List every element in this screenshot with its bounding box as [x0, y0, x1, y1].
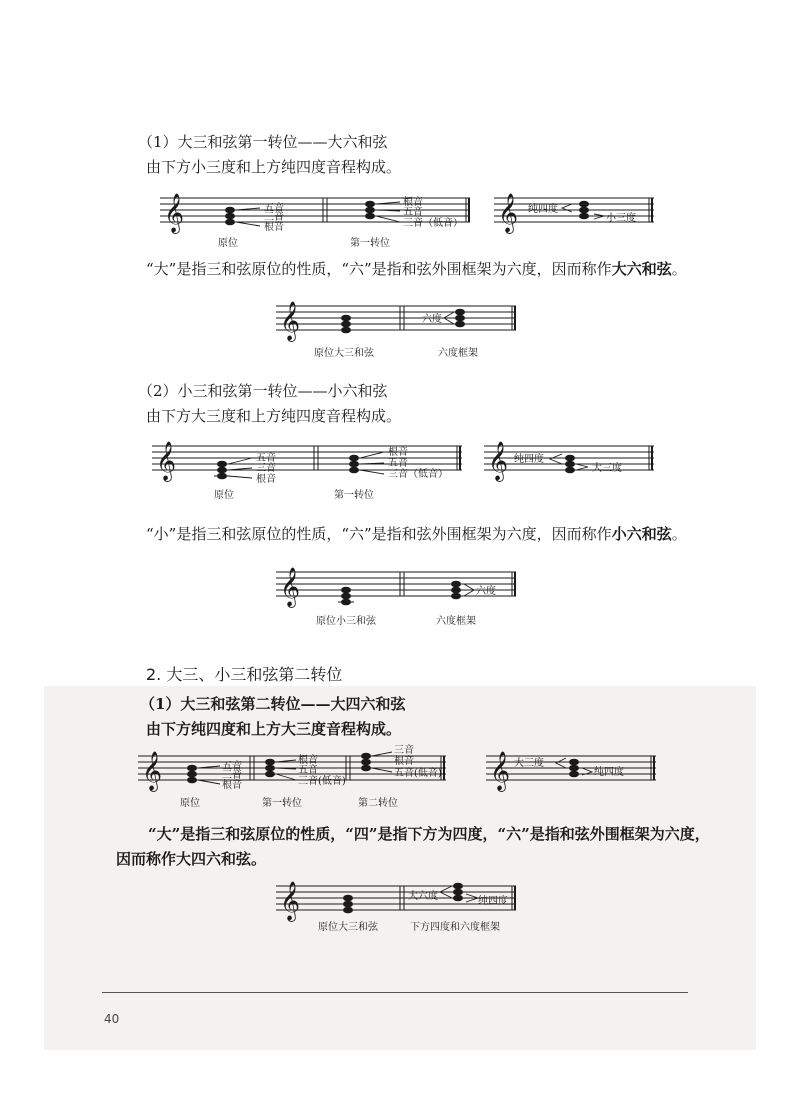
label-fifth-mid: 五音: [388, 458, 408, 469]
para-end: 。: [671, 260, 687, 278]
chord-first-inversion: [365, 201, 375, 220]
label-third-bass: 三音（低音）: [403, 218, 463, 229]
para-term: 大六和弦: [611, 260, 672, 278]
chapter-title: 2. 大三、小三和弦第二转位: [146, 665, 343, 684]
caption-root-position: 原位: [180, 798, 200, 809]
staff-example-second-inversion: [138, 744, 468, 814]
interval-label-top: 大六度: [408, 891, 438, 902]
treble-clef-icon: 𝄞: [490, 751, 511, 791]
staff-sixth-frame-2: [276, 560, 526, 632]
label-root-top: 根音: [403, 197, 423, 208]
chord-first-inversion: [349, 455, 359, 474]
treble-clef-icon: 𝄞: [142, 751, 163, 791]
interval-label-top: 纯四度: [528, 204, 558, 215]
label-fifth-bass: 五音(低音): [394, 768, 442, 779]
caption-root-position: 原位: [218, 238, 238, 249]
label-third-bass: 三音(低音): [298, 776, 346, 787]
staff-interval-structure-1: [494, 186, 664, 236]
label-third: 三音: [264, 212, 284, 223]
label-root-top: 根音: [388, 447, 408, 458]
treble-clef-icon: 𝄞: [280, 301, 301, 341]
caption-left: 原位大三和弦: [314, 348, 374, 359]
section1-paragraph: [146, 258, 687, 279]
caption-left: 原位大三和弦: [318, 922, 378, 933]
para-text: “大”是指三和弦原位的性质，“六”是指和弦外围框架为六度，因而称作: [146, 260, 612, 278]
arrows-inversion: [376, 202, 400, 222]
treble-clef-icon: 𝄞: [498, 193, 519, 233]
caption-right: 下方四度和六度框架: [410, 922, 500, 933]
treble-clef-icon: 𝄞: [164, 193, 185, 233]
footer-divider: [102, 992, 688, 993]
label-fifth: 五音: [256, 453, 276, 464]
staff-interval-structure-3: [486, 744, 666, 794]
interval-sixth: 六度: [476, 586, 496, 597]
treble-clef-icon: 𝄞: [280, 567, 301, 607]
section1-heading: （1）大三和弦第一转位——大六和弦: [138, 133, 388, 151]
interval-sixth: 六度: [422, 314, 442, 325]
staff-interval-structure-2: [484, 434, 664, 488]
label-third: 三音: [256, 463, 276, 474]
interval-label-top: 纯四度: [514, 454, 544, 465]
label-fifth-mid: 五音: [403, 207, 423, 218]
label-fifth: 五音: [264, 203, 284, 214]
treble-clef-icon: 𝄞: [488, 441, 509, 481]
treble-clef-icon: 𝄞: [156, 441, 177, 481]
staff-example-major-inversion: [160, 186, 480, 256]
label-root-top: 根音: [298, 755, 318, 766]
label-fifth-mid: 五音: [298, 765, 318, 776]
section2-heading: （2）小三和弦第一转位——小六和弦: [138, 382, 388, 400]
caption-right: 六度框架: [438, 348, 478, 359]
treble-clef-icon: 𝄞: [280, 881, 301, 921]
chord-root-position: [225, 207, 235, 226]
para-end: 。: [671, 525, 687, 543]
label-fifth: 五音: [222, 761, 242, 772]
para-term: 大四六和弦: [176, 850, 252, 868]
section1-description: 由下方小三度和上方纯四度音程构成。: [146, 158, 402, 176]
section2-paragraph: [146, 523, 687, 544]
caption-second-inversion: 第二转位: [358, 798, 398, 809]
para-term: 小六和弦: [611, 525, 672, 543]
label-third-top: 三音: [394, 745, 414, 756]
caption-first-inversion: 第一转位: [262, 798, 302, 809]
caption-root-position: 原位: [214, 490, 234, 501]
label-root: 根音: [256, 474, 276, 485]
caption-first-inversion: 第一转位: [350, 238, 390, 249]
para-text: 因而称作: [116, 850, 177, 868]
label-root-mid: 根音: [394, 756, 414, 767]
section3-paragraph-line1: “大”是指三和弦原位的性质，“四”是指下方为四度，“六”是指和弦外围框架为六度，: [148, 825, 710, 843]
label-third-bass: 三音（低音）: [388, 469, 448, 480]
section3-description: 由下方纯四度和上方大三度音程构成。: [146, 720, 402, 738]
page-number: 40: [104, 1012, 120, 1026]
label-root: 根音: [264, 222, 284, 233]
section2-description: 由下方大三度和上方纯四度音程构成。: [146, 407, 402, 425]
section3-paragraph-line2: [116, 848, 266, 869]
staff-sixth-frame-1: [276, 294, 526, 364]
para-end: 。: [251, 850, 267, 868]
staff-example-minor-inversion: [152, 434, 472, 506]
arrows-root: [236, 208, 260, 226]
interval-label-bottom: 小三度: [606, 213, 636, 224]
staff-fourth-sixth-frame: [276, 874, 526, 940]
interval-label-top: 大三度: [514, 758, 544, 769]
interval-label-bottom: 纯四度: [594, 767, 624, 778]
section3-heading: （1）大三和弦第二转位——大四六和弦: [140, 695, 406, 713]
caption-left: 原位小三和弦: [316, 616, 376, 627]
para-text: “小”是指三和弦原位的性质，“六”是指和弦外围框架为六度，因而称作: [146, 525, 612, 543]
label-third: 三音: [222, 770, 242, 781]
chord-inversion-stacked: [579, 201, 589, 220]
caption-first-inversion: 第一转位: [334, 490, 374, 501]
caption-right: 六度框架: [436, 616, 476, 627]
interval-label-bottom: 大三度: [592, 463, 622, 474]
interval-label-bottom: 纯四度: [478, 896, 508, 907]
label-root: 根音: [222, 780, 242, 791]
